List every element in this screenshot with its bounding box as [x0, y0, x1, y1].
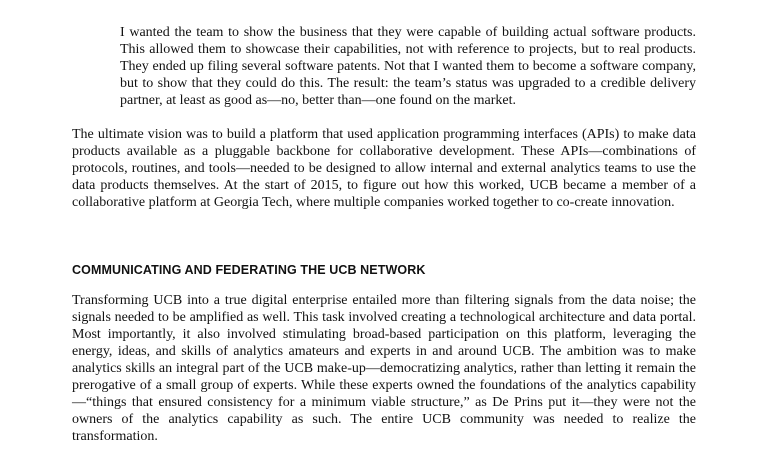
body-paragraph-transformation: Transforming UCB into a true digital enterprise entailed more than filtering signals from the data noise; the signals needed to be amplified as well. This task involved creating a technological architecture and data portal. Most importantly, it also involved stimulating broad-based participation on this platform, leveraging the energy, ideas, and skills of analytics amateurs and experts in and around UCB. The ambition was to make analytics skills an integral part of the UCB make-up—democratizing analytics, rather than letting it remain the prerogative of a small group of experts. While these experts owned the foundations of the analytics capability—“things that ensured consistency for a minimum viable structure,” as De Prins put it—they were not the owners of the analytics capability as such. The entire UCB community was needed to realize the transformation. [72, 293, 696, 444]
section-heading: COMMUNICATING AND FEDERATING THE UCB NETWORK [72, 263, 426, 277]
block-quote: I wanted the team to show the business that they were capable of building actual software products. This allowed them to showcase their capabilities, not with reference to projects, but to real products. They ended up filing several software patents. Not that I wanted them to become a software company, but to show that they could do this. The result: the team’s status was upgraded to a credible delivery partner, at least as good as—no, better than—one found on the market. [120, 25, 696, 108]
body-paragraph-platform-vision: The ultimate vision was to build a platform that used application programming interfaces (APIs) to make data products available as a pluggable backbone for collaborative development. These APIs—combinations of protocols, routines, and tools—needed to be designed to allow internal and external analytics teams to use the data products themselves. At the start of 2015, to figure out how this worked, UCB became a member of a collaborative platform at Georgia Tech, where multiple companies worked together to co-create innovation. [72, 127, 696, 210]
